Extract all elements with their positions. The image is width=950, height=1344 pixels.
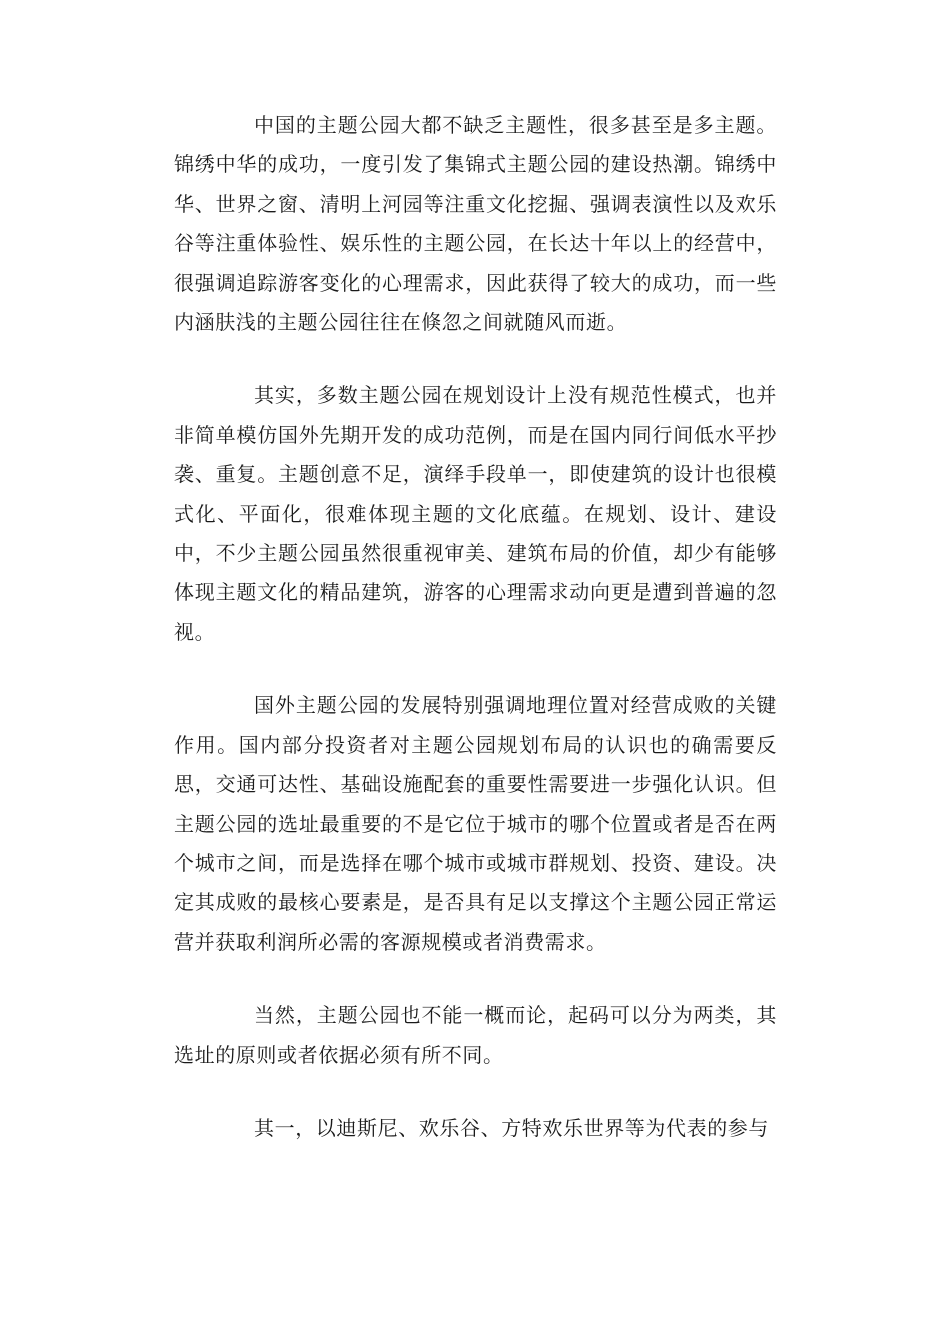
paragraph-5: 其一，以迪斯尼、欢乐谷、方特欢乐世界等为代表的参与	[254, 1115, 769, 1140]
paragraph-2: 其实，多数主题公园在规划设计上没有规范性模式，也并非简单模仿国外先期开发的成功范例，而是在国内同行间低水平抄袭、重复。主题创意不足，演绎手段单一，即使建筑的设计也很模式化、平面化，很难体现主题的文化底蕴。在规划、设计、建设中，不少主题公园虽然很重视审美、建筑布局的价值，却少有能够体现主题文化的精品建筑，游客的心理需求动向更是遭到普遍的忽视。	[174, 383, 777, 644]
paragraph-3: 国外主题公园的发展特别强调地理位置对经营成败的关键作用。国内部分投资者对主题公园规划布局的认识也的确需要反思，交通可达性、基础设施配套的重要性需要进一步强化认识。但主题公园的选址最重要的不是它位于城市的哪个位置或者是否在两个城市之间，而是选择在哪个城市或城市群规划、投资、建设。决定其成败的最核心要素是，是否具有足以支撑这个主题公园正常运营并获取利润所必需的客源规模或者消费需求。	[174, 693, 777, 954]
paragraph-4: 当然，主题公园也不能一概而论，起码可以分为两类，其选址的原则或者依据必须有所不同。	[174, 1003, 777, 1067]
paragraph-1: 中国的主题公园大都不缺乏主题性，很多甚至是多主题。锦绣中华的成功，一度引发了集锦式主题公园的建设热潮。锦绣中华、世界之窗、清明上河园等注重文化挖掘、强调表演性以及欢乐谷等注重体验性、娱乐性的主题公园，在长达十年以上的经营中，很强调追踪游客变化的心理需求，因此获得了较大的成功，而一些内涵肤浅的主题公园往往在倏忽之间就随风而逝。	[174, 113, 777, 335]
document-body	[174, 106, 777, 1182]
